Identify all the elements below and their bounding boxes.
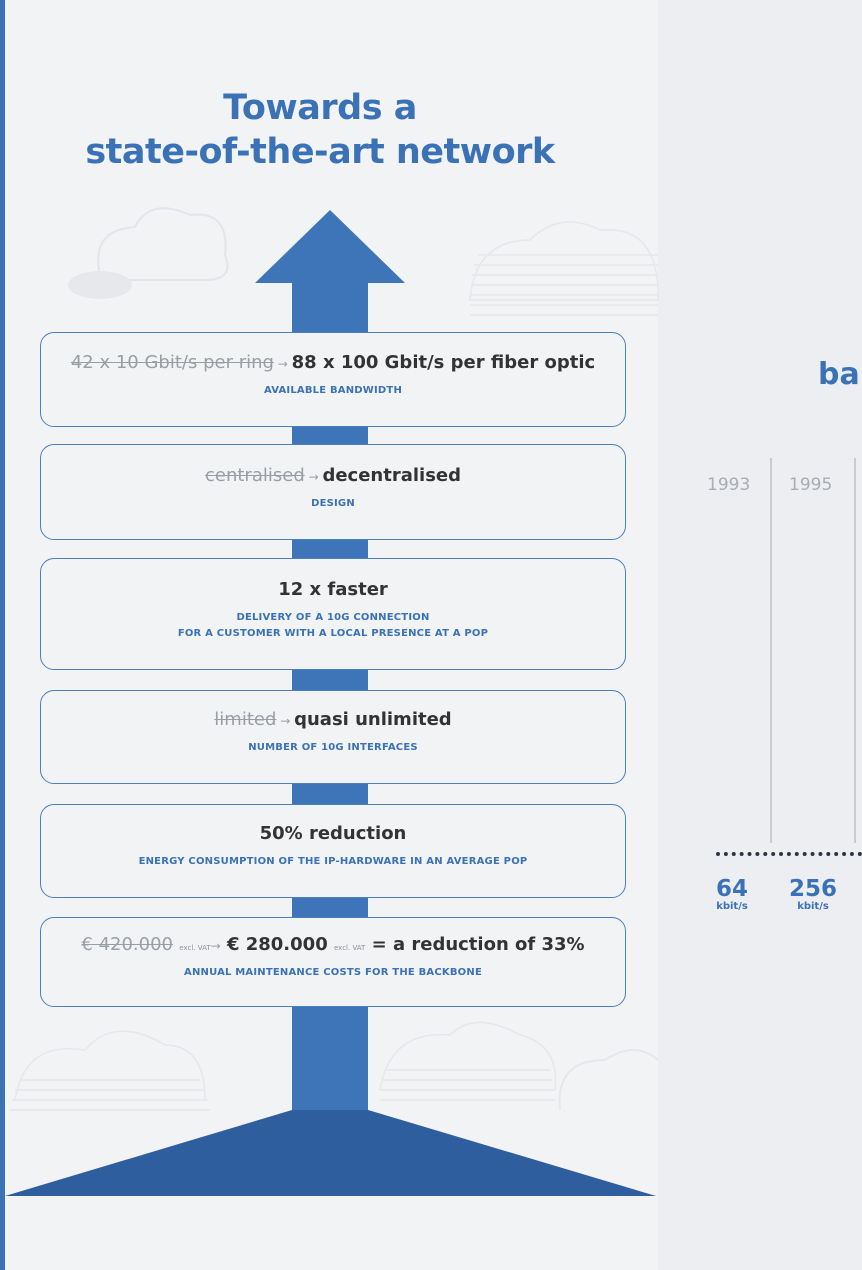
page-title	[40, 86, 600, 174]
step-design: centralised → decentralised DESIGN	[40, 444, 626, 540]
speed-value: 64	[715, 876, 748, 902]
step-caption-line-2: FOR A CUSTOMER WITH A LOCAL PRESENCE AT A POP	[177, 628, 489, 639]
new-value: 12 x faster	[278, 579, 388, 600]
reduction-note: = a reduction of 33%	[371, 934, 585, 955]
speed-unit: kbit/s	[716, 901, 748, 912]
cloud-icon	[10, 1031, 210, 1110]
step-maintenance: € 420.000 excl. VAT→ € 280.000 excl. VAT = a reduction of 33% ANNUAL MAINTENANCE COSTS FOR THE BACKBONE	[40, 917, 626, 1007]
step-delivery	[40, 558, 626, 670]
new-value: 88 x 100 Gbit/s per fiber optic	[291, 352, 596, 373]
old-value: € 420.000	[81, 934, 173, 955]
cloud-icon	[380, 1023, 556, 1101]
cloud-icon	[97, 208, 227, 280]
cloud-icon	[68, 271, 132, 299]
step-energy	[40, 804, 626, 898]
title-line-1: Towards a	[223, 88, 417, 128]
new-value: 50% reduction	[259, 823, 407, 844]
step-caption-line-1: DELIVERY OF A 10G CONNECTION	[236, 612, 430, 623]
old-value: 42 x 10 Gbit/s per ring	[70, 352, 274, 373]
speed-marker	[702, 877, 762, 913]
step-caption: ENERGY CONSUMPTION OF THE IP-HARDWARE IN AN AVERAGE POP	[138, 856, 528, 867]
old-value-suffix: excl. VAT	[179, 944, 211, 952]
speed-unit: kbit/s	[797, 901, 829, 912]
step-caption: DESIGN	[311, 498, 355, 509]
new-value-suffix: excl. VAT	[334, 944, 366, 952]
title-line-2: state-of-the-art network	[85, 132, 555, 172]
new-value: € 280.000	[226, 934, 328, 955]
timeline-divider	[854, 458, 856, 843]
step-caption: AVAILABLE BANDWIDTH	[263, 385, 403, 396]
year-label: 1995	[789, 475, 833, 495]
cloud-icon	[560, 1050, 658, 1110]
speed-value: 256	[788, 876, 837, 902]
old-value: limited	[214, 709, 277, 730]
arrow-head	[255, 210, 405, 283]
arrow-base	[5, 1110, 656, 1196]
new-value: quasi unlimited	[294, 709, 452, 730]
step-bandwidth: 42 x 10 Gbit/s per ring → 88 x 100 Gbit/s per fiber optic AVAILABLE BANDWIDTH	[40, 332, 626, 427]
speed-marker	[782, 877, 844, 913]
old-value: centralised	[205, 465, 305, 486]
timeline-heading: ba	[818, 357, 860, 392]
new-value: decentralised	[322, 465, 461, 486]
step-interfaces: limited → quasi unlimited NUMBER OF 10G INTERFACES	[40, 690, 626, 784]
timeline-divider	[770, 458, 772, 843]
year-label: 1993	[707, 475, 751, 495]
step-caption: NUMBER OF 10G INTERFACES	[248, 742, 418, 753]
timeline-dotted-axis	[716, 852, 862, 856]
cloud-icon	[470, 222, 658, 315]
step-caption: ANNUAL MAINTENANCE COSTS FOR THE BACKBONE	[184, 967, 482, 978]
